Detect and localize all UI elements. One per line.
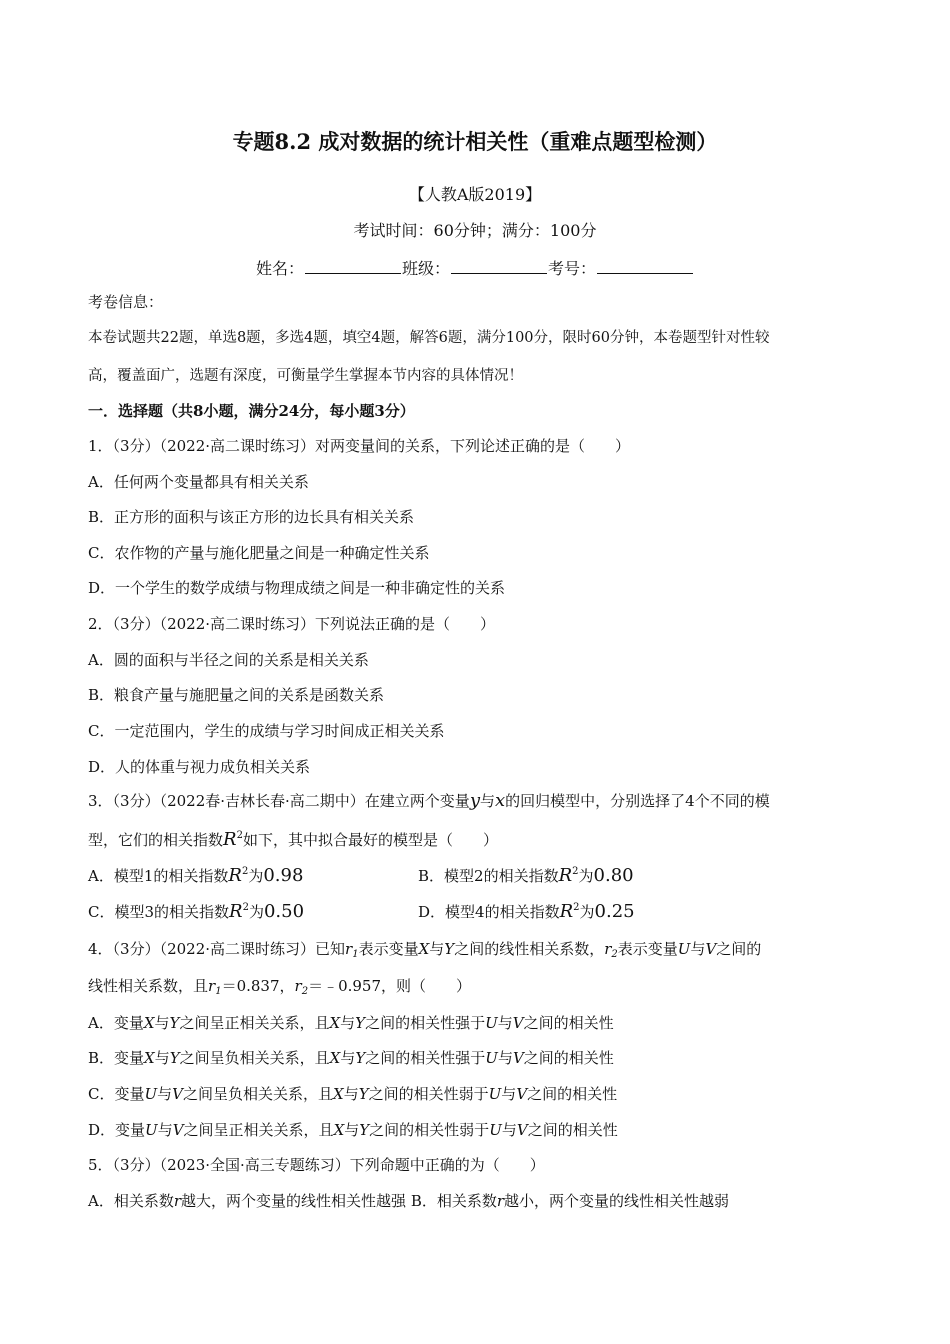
number-blank[interactable] xyxy=(597,257,693,274)
q3-options-row-2 xyxy=(88,902,868,922)
q3-options-row-1 xyxy=(88,866,868,886)
q3-option-a: A．模型1的相关指数$R^2$为0.98 xyxy=(88,865,304,886)
q2-option-b: B．粮食产量与施肥量之间的关系是函数关系 xyxy=(88,686,385,704)
section-heading: 一．选择题（共8小题，满分24分，每小题3分） xyxy=(88,402,415,420)
document-title: 专题8.2 成对数据的统计相关性（重难点题型检测） xyxy=(232,129,718,154)
exam-time: 考试时间：60分钟；满分：100分 xyxy=(353,221,597,240)
class-label: 班级： xyxy=(401,259,450,278)
q5-options-row xyxy=(88,1191,729,1211)
r-squared: R xyxy=(223,829,237,850)
q1-stem: 1．（3分）（2022·高二课时练习）对两变量间的关系，下列论述正确的是（ ） xyxy=(88,437,631,455)
edition-label: 【人教A版2019】 xyxy=(408,185,542,204)
number-label: 考号： xyxy=(548,259,597,278)
q2-stem: 2．（3分）（2022·高二课时练习）下列说法正确的是（ ） xyxy=(88,615,496,633)
q2-option-d: D．人的体重与视力成负相关关系 xyxy=(88,758,311,776)
q5-stem: 5．（3分）（2023·全国·高三专题练习）下列命题中正确的为（ ） xyxy=(88,1156,545,1174)
q4-option-d: D．变量U与V之间呈正相关关系，且X与Y之间的相关性弱于U与V之间的相关性 xyxy=(88,1121,618,1139)
q2-option-a: A．圆的面积与半径之间的关系是相关关系 xyxy=(88,651,369,669)
info-line-2: 高，覆盖面广，选题有深度，可衡量学生掌握本节内容的具体情况！ xyxy=(88,368,523,384)
q4-option-b: B．变量X与Y之间呈负相关关系，且X与Y之间的相关性强于U与V之间的相关性 xyxy=(88,1049,614,1067)
q1-option-a: A．任何两个变量都具有相关关系 xyxy=(88,473,309,491)
q3-option-b: B．模型2的相关指数$R^2$为0.80 xyxy=(418,865,634,886)
q5-option-a: A．相关系数r越大，两个变量的线性相关性越强 xyxy=(88,1192,407,1210)
class-blank[interactable] xyxy=(451,257,547,274)
q3-option-d: D．模型4的相关指数$R^2$为0.25 xyxy=(418,901,635,922)
student-info-line xyxy=(0,256,950,279)
name-blank[interactable] xyxy=(305,257,401,274)
q4-option-a: A．变量X与Y之间呈正相关关系，且X与Y之间的相关性强于U与V之间的相关性 xyxy=(88,1014,614,1032)
q4-stem-line-1: 4．（3分）（2022·高二课时练习）已知$r_1$表示变量X与Y之间的线性相关系数，$r_2$表示变量U与V之间的 xyxy=(88,940,762,960)
var-y: y xyxy=(469,790,480,811)
q2-option-c: C．一定范围内，学生的成绩与学习时间成正相关关系 xyxy=(88,722,445,740)
q3-stem-line-2: 型，它们的相关指数$R^2$如下，其中拟合最好的模型是（ ） xyxy=(88,829,498,850)
name-label: 姓名： xyxy=(255,259,304,278)
q4-option-c: C．变量U与V之间呈负相关关系，且X与Y之间的相关性弱于U与V之间的相关性 xyxy=(88,1085,618,1103)
q3-option-c: C．模型3的相关指数$R^2$为0.50 xyxy=(88,901,305,922)
q4-stem-line-2: 线性相关系数，且$r_1=0.837$，$r_2=﹣0.957$，则（ ） xyxy=(88,977,472,997)
q1-option-b: B．正方形的面积与该正方形的边长具有相关关系 xyxy=(88,508,415,526)
q5-option-b: B．相关系数r越小，两个变量的线性相关性越弱 xyxy=(410,1192,730,1210)
var-x: x xyxy=(495,790,506,811)
info-heading: 考卷信息： xyxy=(88,293,164,311)
info-line-1: 本卷试题共22题，单选8题，多选4题，填空4题，解答6题，满分100分，限时60分钟，本卷题型针对性较 xyxy=(88,330,770,346)
q3-stem-line-1: 3．（3分）（2022春·吉林长春·高二期中）在建立两个变量y与x的回归模型中，分别选择了4个不同的模 xyxy=(88,790,770,811)
q1-option-c: C．农作物的产量与施化肥量之间是一种确定性关系 xyxy=(88,544,430,562)
q1-option-d: D．一个学生的数学成绩与物理成绩之间是一种非确定性的关系 xyxy=(88,579,506,597)
